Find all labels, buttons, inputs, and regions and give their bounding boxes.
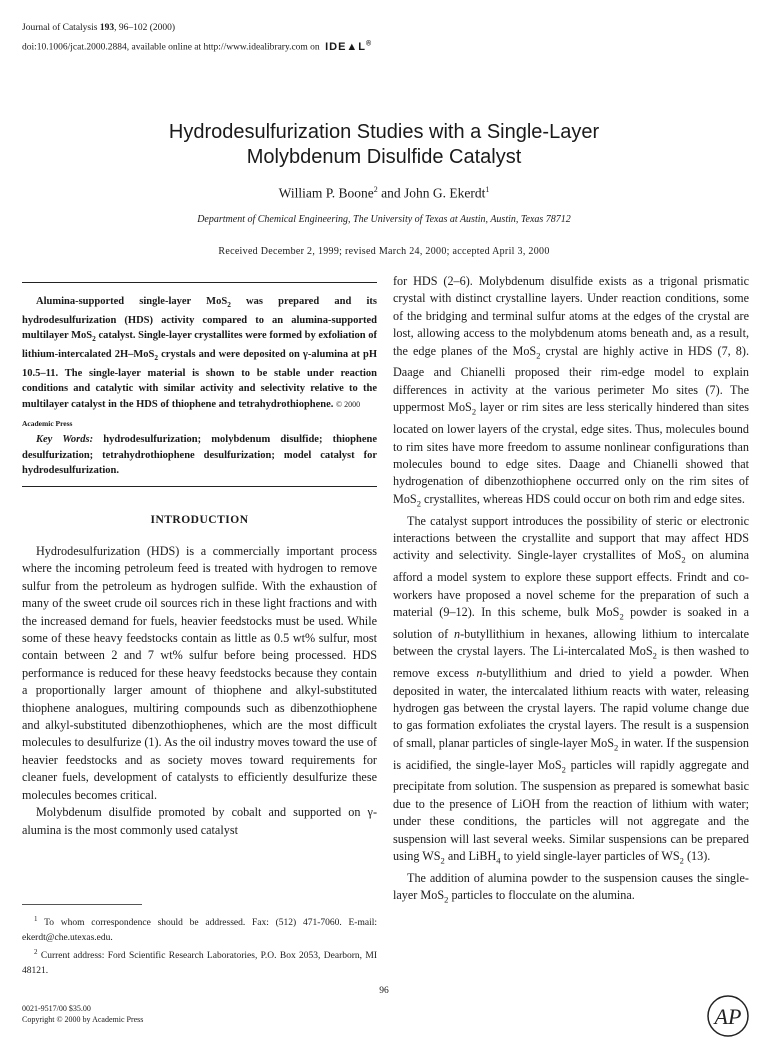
journal-name: Journal of Catalysis — [22, 23, 98, 33]
issn-price: 0021-9517/00 $35.00 — [22, 1004, 91, 1013]
abstract-top-rule — [22, 282, 377, 283]
footnotes — [22, 912, 377, 978]
academic-press-logo-icon — [706, 994, 750, 1038]
title-line-2: Molybdenum Disulfide Catalyst — [246, 146, 522, 168]
footnote-rule — [22, 904, 142, 905]
right-paragraph-2: The catalyst support introduces the possibility of steric or electronic interactions between the crystallite and support that may affect HDS activity and selectivity. Single-layer crystallites of MoS$_2$ on alumina afford a model system to explore these support effects. Frindt and co-workers have proposed a novel scheme for the preparation of such a material (9–12). In this scheme, bulk MoS$_2$ powder is soaked in a solution of n-butyllithium in hexanes, allowing lithium to intercalate between the crystal layers. The Li-intercalated MoS$_2$ is then washed to remove excess n-butyllithium and dried to yield a powder. When deposited in water, the intercalated lithium reacts with water, releasing hydrogen gas between the crystal layers. The rapid volume change due to gas formation exfoliates the crystal layers. The result is a suspension of small, planar particles of single-layer MoS$_2$ in water. If the suspension is acidified, the single-layer MoS$_2$ particles will rapidly aggregate and precipitate from solution. The suspension as prepared is somewhat basic due to the presence of LiOH from the reaction of lithium with water; under these conditions, the particles will not aggregate and the suspension will last several weeks. Similar suspensions can be prepared using $WS_2$ and LiBH$_4$ to yield single-layer particles of $WS_2$ (13). — [393, 513, 749, 866]
article-title — [0, 120, 768, 170]
affiliation: Department of Chemical Engineering, The University of Texas at Austin, Austin, Texas 78712 — [197, 214, 571, 225]
section-heading-introduction: INTRODUCTION — [150, 514, 249, 526]
abstract-bottom-rule — [22, 486, 377, 487]
bottom-copyright: Copyright © 2000 by Academic Press — [22, 1015, 144, 1024]
author-ekerdt: John G. Ekerdt — [403, 185, 486, 201]
right-paragraph-1: for HDS (2–6). Molybdenum disulfide exists as a trigonal prismatic crystal with distinct crystalline layers. Under reaction conditions, some of the bridging and terminal sulfur atoms at the edges of the crystal are lost, allowing access to the molybdenum atoms beneath and, as a result, the edge planes of the MoS$_2$ crystal are highly active in HDS (7, 8). Daage and Chianelli proposed their rim-edge model to explain differences in activity at the various perimeter Mo sites (7). The uppermost MoS$_2$ layer or rim sites are less sterically hindered than sites located on lower layers of the crystal, edge sites. Thus, molecules bound to rim sites have more freedom to assume nonlinear configurations than molecules bound to edge sites. Daage and Chianelli showed that hydrogenation of dibenzothiophene occurred only on the rim sites of MoS$_2$ crystallites, whereas HDS could occur on both rim and edge sites. — [393, 274, 749, 509]
author-boone-mark: 2 — [373, 185, 378, 194]
author-ekerdt-mark: 1 — [485, 185, 490, 194]
doi-line — [22, 36, 372, 56]
title-line-1: Hydrodesulfurization Studies with a Single-Layer — [168, 121, 600, 143]
abstract-copyright: © 2000 — [336, 399, 361, 409]
footnote-2: $^2$ Current address: Ford Scientific Research Laboratories, P.O. Box 2053, Dearborn, MI 48121. — [22, 948, 377, 976]
author-conjunction: and — [377, 185, 404, 201]
intro-paragraph-2: Molybdenum disulfide promoted by cobalt and supported on γ-alumina is the most commonly used catalyst — [22, 805, 377, 837]
footnote-1: $^1$ To whom correspondence should be addressed. Fax: (512) 471-7060. E-mail: ekerdt@che.utexas.edu. — [22, 915, 377, 943]
citation-line — [22, 20, 372, 36]
ap-logo-text: AP — [714, 1004, 742, 1029]
intro-paragraph-1: Hydrodesulfurization (HDS) is a commercially important process where the incoming petroleum feed is treated with hydrogen to remove sulfur from the petroleum as hydrogen sulfide. With the exhaustion of many of the sweet crude oil sources rich in these light fractions and with the increased demand for fuels, heavier feedstocks must be used. While some of these heavy feedstocks contain as little as 0.5 wt% sulfur, most contain between 2 and 7 wt% sulfur before being processed. HDS performance is reduced for these heavy feedstocks because they contain a proportionally larger amount of thiophene and alkyl-substituted thiophene analogues, multiring compounds such as dibenzothiophene and alkyl-substituted dibenzothiophenes, which are the most difficult molecules to desulfurize (1). As the oil industry moves toward the use of heavier feedstocks and as society moves toward requirements for cleaner fuels, development of catalysts to efficiently desulfurize these molecules becomes critical. — [22, 544, 377, 802]
intro-left-column — [22, 543, 377, 839]
abstract: Alumina-supported single-layer MoS$_2$ was prepared and its hydrodesulfurization (HDS) activity compared to an alumina-supported multilayer MoS$_2$ catalyst. Single-layer crystallites were formed by exfoliation of lithium-intercalated 2H–MoS$_2$ crystals and were deposited on γ-alumina at pH 10.5–11. The single-layer material is shown to be stable under reaction conditions and catalytic with similar activity and selectivity relative to the multilayer catalyst in the HDS of thiophene and tetrahydrothiophene. © 2000 — [22, 296, 378, 410]
ideal-logo: IDE▲L® — [325, 40, 373, 53]
doi-text: doi:10.1006/jcat.2000.2884, available online at http://www.idealibrary.com on — [22, 42, 320, 53]
journal-header — [22, 20, 372, 56]
page-number: 96 — [379, 986, 389, 996]
journal-volume: 193 — [99, 23, 115, 33]
abstract-publisher: Academic Press — [22, 419, 73, 428]
bottom-publication-info — [22, 1003, 143, 1025]
intro-right-column — [393, 273, 749, 909]
journal-pages: , 96–102 (2000) — [114, 23, 176, 33]
right-paragraph-3: The addition of alumina powder to the suspension causes the single-layer MoS$_2$ particles to flocculate on the alumina. — [393, 870, 749, 905]
received-dates: Received December 2, 1999; revised March 24, 2000; accepted April 3, 2000 — [218, 246, 550, 257]
author-boone: William P. Boone — [278, 185, 374, 201]
keywords-label: Key Words: — [36, 434, 94, 445]
keywords — [22, 432, 377, 479]
author-list — [0, 185, 768, 202]
keywords-text: hydrodesulfurization; molybdenum disulfide; thiophene desulfurization; tetrahydrothiophene desulfurization; model catalyst for hydrodesulfurization. — [22, 434, 377, 477]
